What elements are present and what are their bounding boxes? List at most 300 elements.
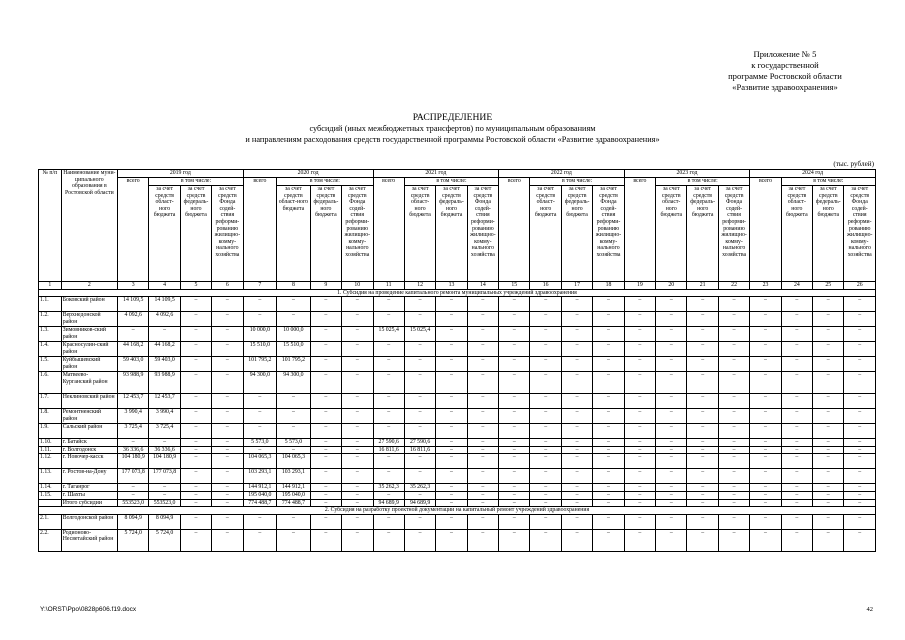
value-cell: 35 262,3: [404, 484, 435, 492]
value-cell: –: [436, 342, 467, 357]
value-cell: –: [118, 439, 149, 447]
value-cell: –: [561, 484, 592, 492]
value-cell: –: [687, 446, 718, 454]
column-number: 11: [373, 282, 404, 290]
municipality-name: Неклиновский район: [61, 394, 117, 409]
value-cell: –: [212, 394, 243, 409]
value-cell: –: [593, 297, 624, 312]
value-cell: –: [561, 446, 592, 454]
value-cell: –: [342, 342, 373, 357]
value-cell: –: [342, 499, 373, 507]
header-fund: за счет средств Фонда содей-ствия реформи-рованию жилищно-комму-нального хозяйства: [593, 186, 624, 282]
value-cell: –: [624, 424, 655, 439]
value-cell: –: [844, 297, 876, 312]
table-row: [39, 439, 876, 447]
value-cell: –: [404, 469, 435, 484]
value-cell: –: [342, 446, 373, 454]
value-cell: –: [813, 446, 844, 454]
header-fed: за счет средств федераль-ного бюджета: [561, 186, 592, 282]
value-cell: 44 168,2: [149, 342, 180, 357]
header-fed: за счет средств федераль-ного бюджета: [310, 186, 341, 282]
value-cell: –: [499, 409, 530, 424]
column-number: 26: [844, 282, 876, 290]
value-cell: –: [624, 439, 655, 447]
value-cell: –: [243, 394, 277, 409]
value-cell: –: [373, 454, 404, 469]
value-cell: –: [499, 372, 530, 394]
value-cell: –: [718, 312, 749, 327]
value-cell: –: [530, 499, 561, 507]
value-cell: –: [624, 409, 655, 424]
value-cell: –: [149, 484, 180, 492]
value-cell: –: [781, 446, 812, 454]
value-cell: –: [277, 297, 311, 312]
value-cell: –: [813, 372, 844, 394]
value-cell: –: [718, 394, 749, 409]
municipality-name: г. Новочер-касск: [61, 454, 117, 469]
value-cell: –: [656, 357, 687, 372]
column-number: 23: [750, 282, 781, 290]
value-cell: –: [467, 357, 498, 372]
value-cell: –: [844, 484, 876, 492]
column-number: 2: [61, 282, 117, 290]
value-cell: –: [530, 372, 561, 394]
value-cell: –: [750, 297, 781, 312]
units-label: (тыс. рублей): [833, 160, 874, 168]
value-cell: –: [561, 394, 592, 409]
value-cell: 36 336,6: [118, 446, 149, 454]
appendix-line-2: к государственной: [751, 60, 819, 70]
value-cell: –: [180, 491, 211, 499]
value-cell: –: [750, 446, 781, 454]
value-cell: –: [844, 491, 876, 499]
value-cell: –: [149, 439, 180, 447]
value-cell: 3 725,4: [149, 424, 180, 439]
value-cell: –: [530, 327, 561, 342]
header-row-years: [39, 170, 876, 178]
value-cell: –: [813, 469, 844, 484]
value-cell: 27 590,6: [373, 439, 404, 447]
municipality-name: Зимовников-ский район: [61, 327, 117, 342]
table-row: [39, 327, 876, 342]
value-cell: –: [467, 439, 498, 447]
column-number: 17: [561, 282, 592, 290]
value-cell: –: [404, 297, 435, 312]
column-number: 20: [656, 282, 687, 290]
value-cell: –: [687, 499, 718, 507]
value-cell: –: [436, 297, 467, 312]
value-cell: –: [467, 327, 498, 342]
value-cell: –: [561, 424, 592, 439]
value-cell: –: [781, 514, 812, 529]
municipality-name: Сальский район: [61, 424, 117, 439]
value-cell: –: [180, 439, 211, 447]
column-number: 1: [39, 282, 62, 290]
value-cell: –: [750, 424, 781, 439]
municipality-name: Ремонтненский район: [61, 409, 117, 424]
value-cell: –: [656, 529, 687, 551]
value-cell: –: [593, 312, 624, 327]
value-cell: –: [212, 514, 243, 529]
value-cell: –: [212, 469, 243, 484]
value-cell: –: [687, 424, 718, 439]
value-cell: –: [342, 424, 373, 439]
value-cell: –: [404, 372, 435, 394]
header-fund: за счет средств Фонда содей-ствия реформи-рованию жилищно-комму-нального хозяйства: [342, 186, 373, 282]
value-cell: –: [813, 394, 844, 409]
value-cell: –: [212, 424, 243, 439]
table-row: [39, 312, 876, 327]
value-cell: –: [844, 446, 876, 454]
value-cell: –: [593, 484, 624, 492]
value-cell: –: [499, 446, 530, 454]
value-cell: –: [499, 297, 530, 312]
value-cell: –: [467, 409, 498, 424]
row-number: 1.15.: [39, 491, 62, 499]
value-cell: –: [813, 409, 844, 424]
column-number: 14: [467, 282, 498, 290]
value-cell: –: [180, 342, 211, 357]
municipality-name: Родионово-Несветайский район: [61, 529, 117, 551]
value-cell: –: [844, 357, 876, 372]
value-cell: –: [373, 394, 404, 409]
value-cell: –: [310, 499, 341, 507]
value-cell: –: [781, 499, 812, 507]
value-cell: –: [180, 499, 211, 507]
value-cell: –: [499, 491, 530, 499]
value-cell: –: [813, 439, 844, 447]
value-cell: –: [342, 484, 373, 492]
value-cell: –: [750, 372, 781, 394]
appendix-caption: [690, 49, 880, 93]
row-number: 1.3.: [39, 327, 62, 342]
value-cell: –: [530, 469, 561, 484]
value-cell: –: [499, 327, 530, 342]
value-cell: –: [718, 439, 749, 447]
value-cell: –: [781, 372, 812, 394]
value-cell: –: [561, 469, 592, 484]
distribution-table: [38, 169, 876, 552]
value-cell: –: [530, 312, 561, 327]
row-number: 2.2.: [39, 529, 62, 551]
value-cell: –: [750, 484, 781, 492]
value-cell: –: [593, 394, 624, 409]
value-cell: –: [180, 469, 211, 484]
value-cell: –: [813, 499, 844, 507]
value-cell: –: [750, 327, 781, 342]
value-cell: –: [373, 491, 404, 499]
value-cell: –: [561, 514, 592, 529]
value-cell: 8 094,9: [118, 514, 149, 529]
value-cell: –: [180, 409, 211, 424]
value-cell: –: [561, 491, 592, 499]
table-row: [39, 424, 876, 439]
header-name: Наименование муни-ципального образования в Ростовской области: [61, 170, 117, 282]
column-number: 7: [243, 282, 277, 290]
column-number: 19: [624, 282, 655, 290]
value-cell: –: [687, 342, 718, 357]
value-cell: 103 293,1: [243, 469, 277, 484]
row-number: 1.10.: [39, 439, 62, 447]
value-cell: –: [687, 491, 718, 499]
value-cell: –: [561, 454, 592, 469]
value-cell: –: [310, 327, 341, 342]
value-cell: –: [656, 297, 687, 312]
value-cell: –: [750, 439, 781, 447]
value-cell: –: [180, 327, 211, 342]
header-fund: за счет средств Фонда содей-ствия реформи-рованию жилищно-комму-нального хозяйства: [844, 186, 876, 282]
value-cell: –: [342, 439, 373, 447]
value-cell: 4 092,6: [118, 312, 149, 327]
value-cell: –: [342, 372, 373, 394]
value-cell: –: [467, 484, 498, 492]
value-cell: –: [277, 409, 311, 424]
value-cell: 104 180,9: [149, 454, 180, 469]
value-cell: –: [212, 327, 243, 342]
municipality-name: Волгодонской район: [61, 514, 117, 529]
municipality-name: Верхнедонской район: [61, 312, 117, 327]
value-cell: –: [624, 394, 655, 409]
value-cell: –: [593, 446, 624, 454]
value-cell: –: [687, 469, 718, 484]
value-cell: –: [373, 514, 404, 529]
header-total: всего: [373, 178, 404, 282]
value-cell: –: [436, 312, 467, 327]
municipality-name: г. Шахты: [61, 491, 117, 499]
value-cell: –: [593, 372, 624, 394]
header-row-numbers: [39, 282, 876, 290]
value-cell: –: [593, 342, 624, 357]
value-cell: –: [656, 424, 687, 439]
column-number: 21: [687, 282, 718, 290]
header-obl: за счет средств област-ного бюджета: [149, 186, 180, 282]
value-cell: –: [499, 469, 530, 484]
municipality-name: Красносулин-ский район: [61, 342, 117, 357]
column-number: 13: [436, 282, 467, 290]
row-number: 1.5.: [39, 357, 62, 372]
table-row: [39, 454, 876, 469]
row-number: 1.6.: [39, 372, 62, 394]
value-cell: –: [687, 514, 718, 529]
title-line-2: субсидий (иных межбюджетных трансфертов) по муниципальным образованиям: [309, 124, 596, 133]
value-cell: 104 065,3: [277, 454, 311, 469]
value-cell: –: [813, 454, 844, 469]
value-cell: –: [530, 484, 561, 492]
row-number: 1.8.: [39, 409, 62, 424]
value-cell: –: [718, 454, 749, 469]
value-cell: –: [499, 394, 530, 409]
value-cell: 103 293,1: [277, 469, 311, 484]
value-cell: 195 040,0: [243, 491, 277, 499]
value-cell: –: [656, 446, 687, 454]
row-number: 1.13.: [39, 469, 62, 484]
value-cell: 104 180,9: [118, 454, 149, 469]
value-cell: –: [593, 514, 624, 529]
value-cell: –: [656, 327, 687, 342]
title-main: РАСПРЕДЕЛЕНИЕ: [412, 112, 493, 123]
value-cell: –: [844, 312, 876, 327]
value-cell: –: [277, 312, 311, 327]
value-cell: –: [212, 484, 243, 492]
value-cell: –: [750, 469, 781, 484]
value-cell: –: [844, 499, 876, 507]
value-cell: –: [624, 312, 655, 327]
value-cell: –: [656, 469, 687, 484]
value-cell: –: [561, 499, 592, 507]
value-cell: –: [624, 372, 655, 394]
value-cell: –: [212, 439, 243, 447]
row-number: 1.7.: [39, 394, 62, 409]
value-cell: –: [277, 394, 311, 409]
table-row: [39, 357, 876, 372]
value-cell: –: [467, 491, 498, 499]
value-cell: –: [530, 439, 561, 447]
value-cell: 774 488,7: [243, 499, 277, 507]
value-cell: –: [499, 499, 530, 507]
value-cell: –: [687, 529, 718, 551]
value-cell: –: [180, 312, 211, 327]
municipality-name: Боковский район: [61, 297, 117, 312]
value-cell: –: [624, 297, 655, 312]
municipality-name: г. Ростов-на-Дону: [61, 469, 117, 484]
value-cell: 144 912,1: [243, 484, 277, 492]
value-cell: –: [436, 327, 467, 342]
value-cell: –: [687, 327, 718, 342]
value-cell: 14 109,5: [118, 297, 149, 312]
value-cell: –: [781, 424, 812, 439]
value-cell: –: [813, 484, 844, 492]
value-cell: –: [718, 469, 749, 484]
value-cell: –: [373, 357, 404, 372]
value-cell: –: [404, 394, 435, 409]
value-cell: –: [561, 409, 592, 424]
header-fed: за счет средств федераль-ного бюджета: [180, 186, 211, 282]
header-fed: за счет средств федераль-ного бюджета: [813, 186, 844, 282]
value-cell: –: [593, 439, 624, 447]
value-cell: –: [624, 454, 655, 469]
value-cell: –: [750, 357, 781, 372]
value-cell: –: [212, 491, 243, 499]
header-row-subcols: [39, 178, 876, 186]
value-cell: –: [718, 491, 749, 499]
value-cell: –: [436, 409, 467, 424]
value-cell: –: [781, 529, 812, 551]
value-cell: –: [499, 514, 530, 529]
value-cell: –: [813, 342, 844, 357]
value-cell: –: [561, 439, 592, 447]
value-cell: –: [277, 529, 311, 551]
header-including: в том числе:: [656, 178, 750, 186]
value-cell: –: [277, 424, 311, 439]
value-cell: –: [750, 409, 781, 424]
value-cell: 94 300,0: [243, 372, 277, 394]
value-cell: –: [844, 342, 876, 357]
value-cell: –: [813, 312, 844, 327]
value-cell: 195 040,0: [277, 491, 311, 499]
value-cell: –: [404, 454, 435, 469]
value-cell: –: [781, 297, 812, 312]
column-number: 16: [530, 282, 561, 290]
value-cell: –: [781, 469, 812, 484]
value-cell: 5 573,0: [277, 439, 311, 447]
value-cell: –: [530, 454, 561, 469]
value-cell: –: [813, 327, 844, 342]
value-cell: –: [593, 499, 624, 507]
value-cell: –: [750, 514, 781, 529]
value-cell: –: [718, 327, 749, 342]
value-cell: –: [656, 499, 687, 507]
value-cell: 16 811,6: [404, 446, 435, 454]
value-cell: –: [310, 342, 341, 357]
value-cell: –: [342, 297, 373, 312]
value-cell: 93 988,9: [118, 372, 149, 394]
section-title-row: [39, 507, 876, 515]
header-year: 2019 год: [118, 170, 244, 178]
row-number: 1.9.: [39, 424, 62, 439]
value-cell: 553523,0: [118, 499, 149, 507]
value-cell: –: [656, 491, 687, 499]
value-cell: –: [467, 312, 498, 327]
value-cell: –: [687, 394, 718, 409]
value-cell: –: [436, 454, 467, 469]
value-cell: 144 912,1: [277, 484, 311, 492]
value-cell: –: [342, 514, 373, 529]
value-cell: –: [180, 357, 211, 372]
value-cell: –: [310, 297, 341, 312]
value-cell: 5 724,0: [149, 529, 180, 551]
value-cell: –: [593, 327, 624, 342]
value-cell: –: [499, 342, 530, 357]
value-cell: –: [561, 372, 592, 394]
column-number: 22: [718, 282, 749, 290]
value-cell: –: [404, 529, 435, 551]
value-cell: –: [718, 409, 749, 424]
value-cell: –: [436, 499, 467, 507]
value-cell: –: [593, 469, 624, 484]
value-cell: 177 073,8: [118, 469, 149, 484]
header-num: № п/п: [39, 170, 62, 282]
value-cell: 94 300,0: [277, 372, 311, 394]
column-number: 9: [310, 282, 341, 290]
header-obl: за счет средств област-ного бюджета: [530, 186, 561, 282]
value-cell: –: [436, 357, 467, 372]
table-row: [39, 491, 876, 499]
value-cell: –: [180, 484, 211, 492]
value-cell: –: [656, 439, 687, 447]
municipality-name: г. Волгодонск: [61, 446, 117, 454]
value-cell: –: [781, 394, 812, 409]
value-cell: –: [530, 342, 561, 357]
header-total: всего: [499, 178, 530, 282]
value-cell: –: [310, 409, 341, 424]
value-cell: –: [561, 312, 592, 327]
value-cell: –: [844, 372, 876, 394]
column-number: 5: [180, 282, 211, 290]
table-row: [39, 372, 876, 394]
value-cell: –: [624, 529, 655, 551]
value-cell: –: [243, 409, 277, 424]
value-cell: –: [310, 454, 341, 469]
value-cell: –: [373, 529, 404, 551]
value-cell: –: [180, 297, 211, 312]
file-path: Y:\ORST\Ppo\0828p606.f19.docx: [40, 606, 137, 613]
value-cell: –: [687, 484, 718, 492]
appendix-line-4: «Развитие здравоохранения»: [732, 82, 838, 92]
table-row: [39, 484, 876, 492]
value-cell: 16 811,6: [373, 446, 404, 454]
value-cell: –: [180, 424, 211, 439]
value-cell: –: [530, 394, 561, 409]
